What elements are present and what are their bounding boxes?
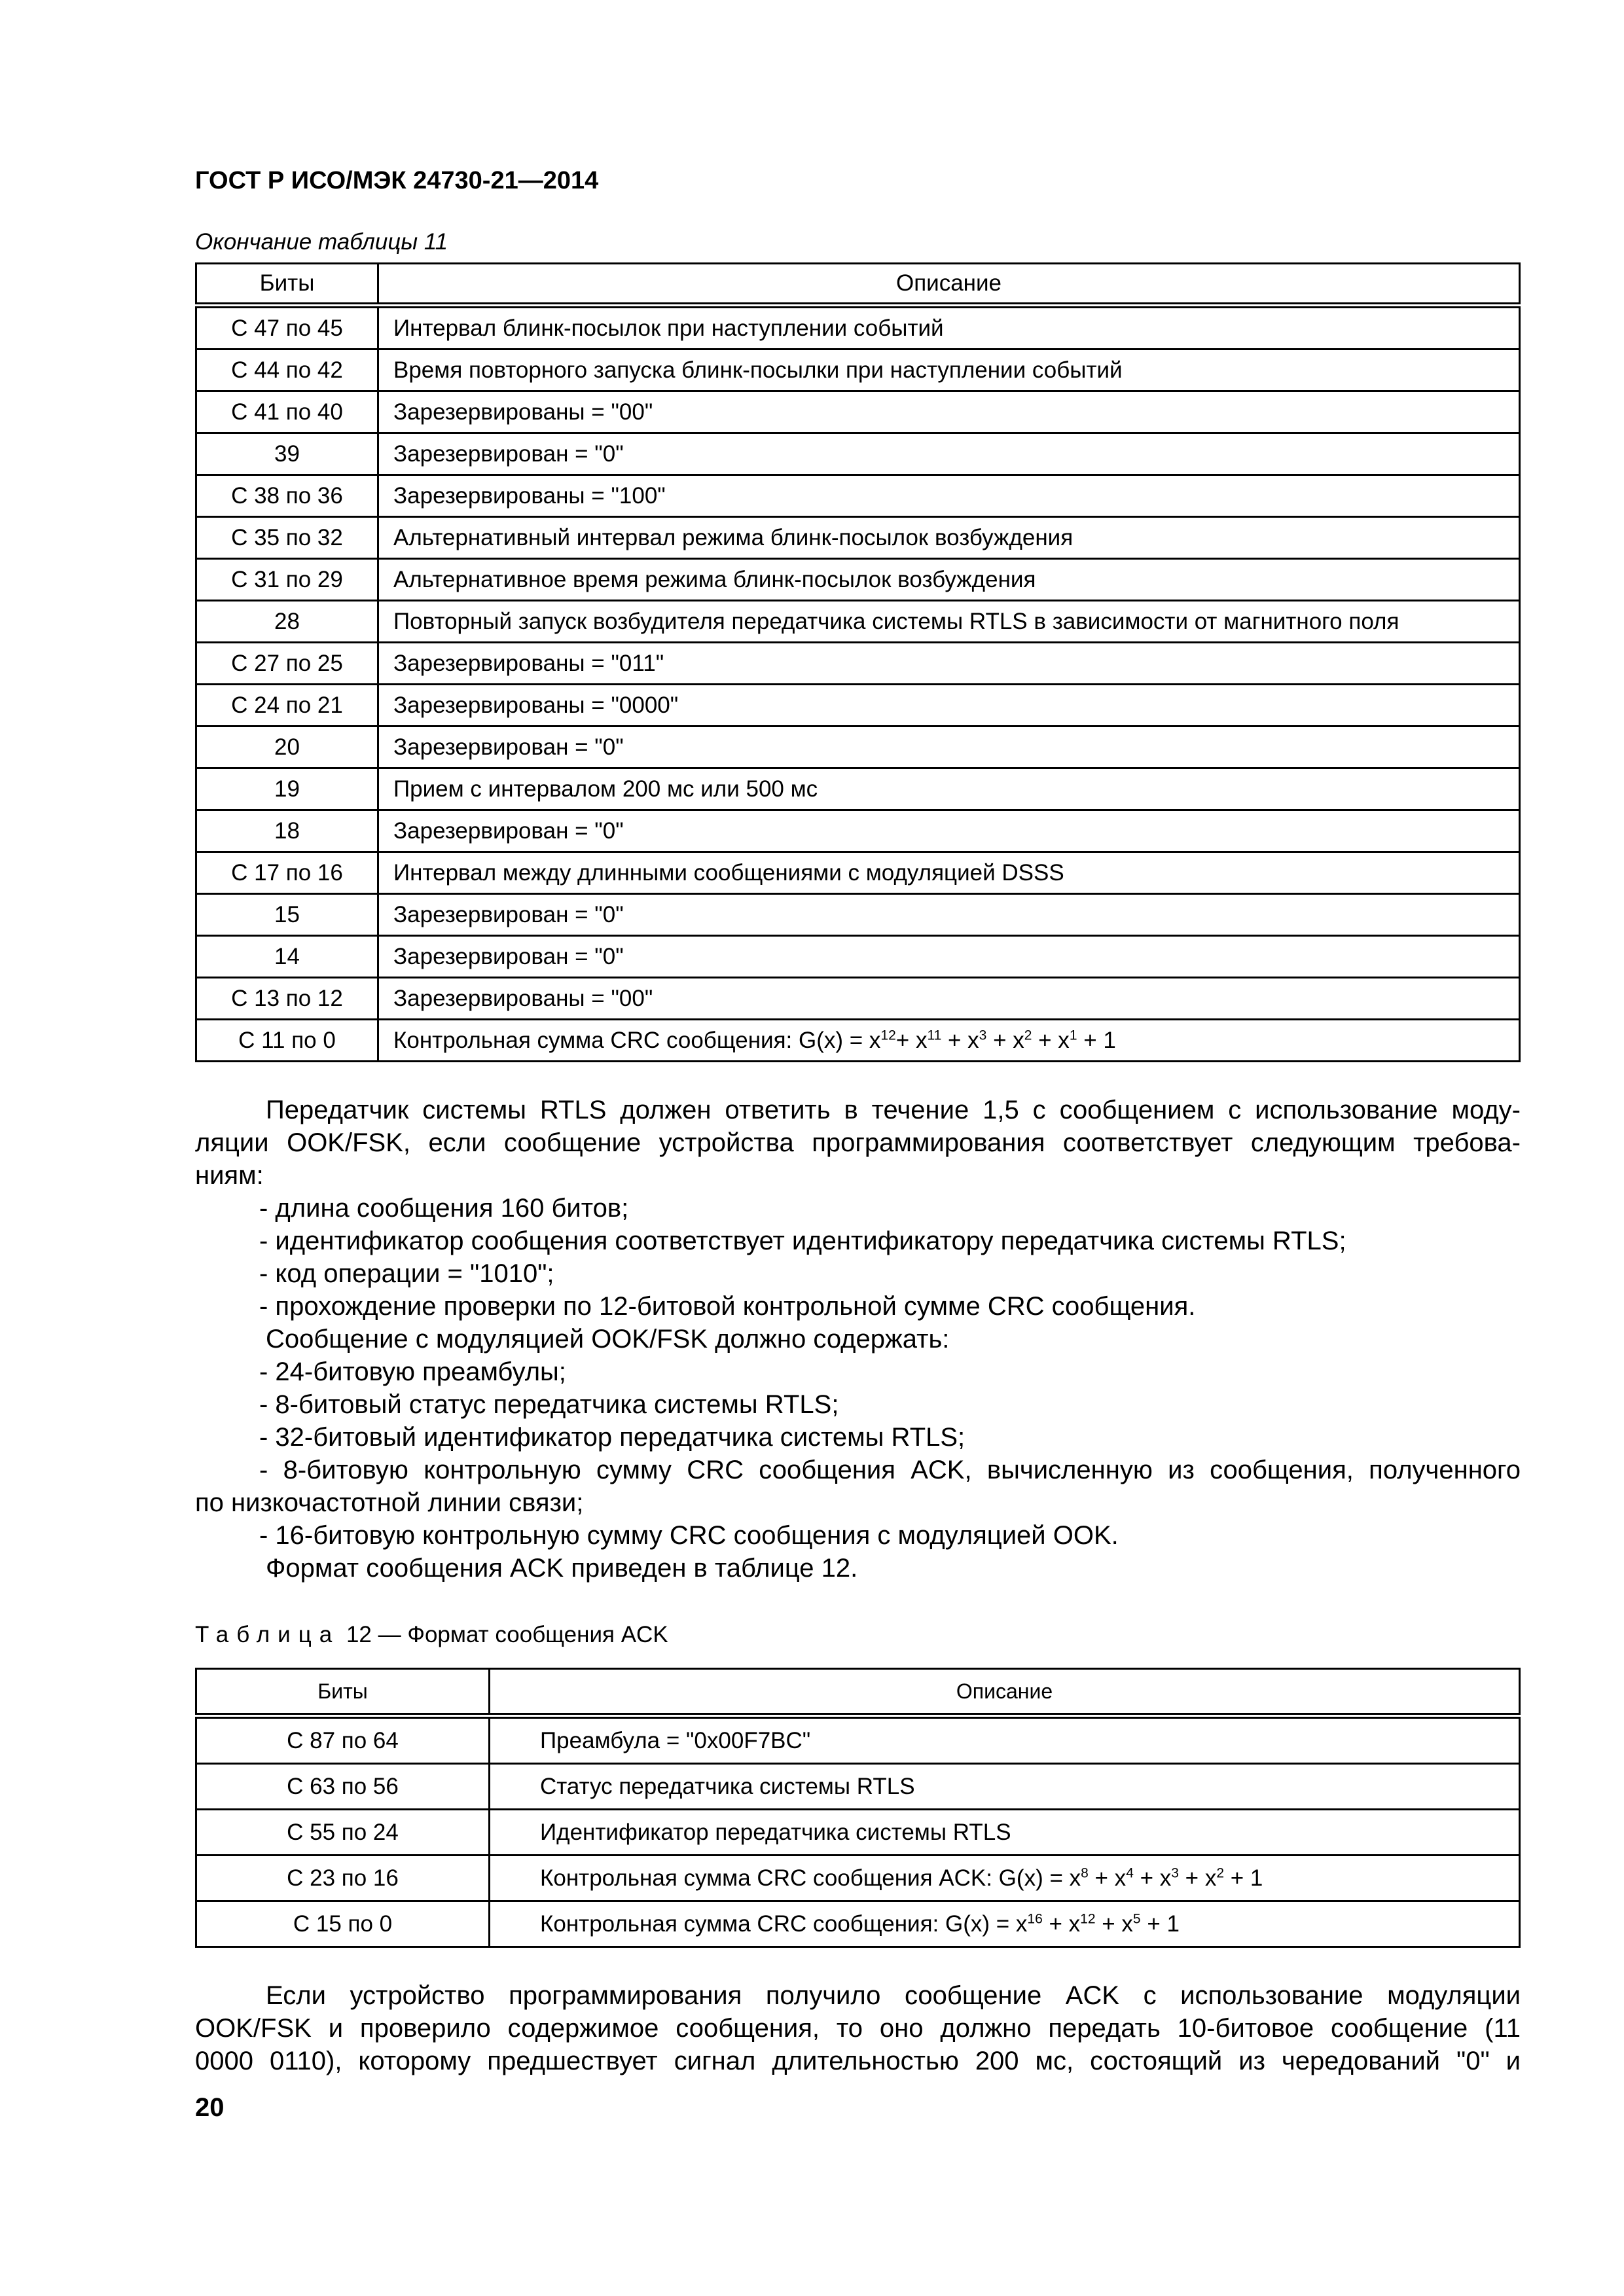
list-item: - 8-битовый статус передатчика системы RTLS;: [259, 1390, 839, 1419]
formula-text: + x: [1032, 1027, 1070, 1053]
description-cell: Время повторного запуска блинк-посылки при наступлении событий: [378, 350, 1520, 391]
exponent: 4: [1126, 1865, 1134, 1880]
list-item: - код операции = "1010";: [259, 1259, 554, 1288]
exponent: 2: [1024, 1027, 1032, 1043]
exponent: 2: [1216, 1865, 1225, 1880]
description-cell: Альтернативный интервал режима блинк-посылок возбуждения: [378, 517, 1520, 559]
description-cell: Интервал между длинными сообщениями с модуляцией DSSS: [378, 852, 1520, 894]
table-11-caption: Окончание таблицы 11: [195, 229, 448, 255]
description-cell: Зарезервированы = "100": [378, 475, 1520, 517]
bits-cell: С 55 по 24: [196, 1810, 490, 1856]
body-text-1: [195, 1094, 1521, 1585]
formula-text: + x: [1088, 1865, 1127, 1891]
paragraph-line: OOK/FSK и проверило содержимое сообщения, то оно должно передать 10-битовое сообщение (11: [195, 2014, 1521, 2043]
formula-text: + x: [941, 1027, 979, 1053]
description-cell: Зарезервирован = "0": [378, 433, 1520, 475]
bits-cell: С 87 по 64: [196, 1716, 490, 1764]
table-row: [196, 517, 1520, 559]
formula-text: + x: [1178, 1865, 1217, 1891]
table-header-row: [196, 1669, 1520, 1716]
formula-text: + 1: [1140, 1910, 1180, 1937]
list-item: - 24-битовую преамбулы;: [259, 1357, 566, 1386]
bits-cell: С 11 по 0: [196, 1020, 378, 1062]
description-cell: Зарезервирован = "0": [378, 936, 1520, 978]
table-row: [196, 685, 1520, 726]
bits-cell: С 17 по 16: [196, 852, 378, 894]
exponent: 3: [1171, 1865, 1179, 1880]
list-item: - 8-битовую контрольную сумму CRC сообщения ACK, вычисленную из сообщения, полученного: [259, 1456, 1521, 1484]
formula-text: Контрольная сумма CRC сообщения: G(x) = x: [393, 1027, 881, 1053]
table-row: [196, 601, 1520, 643]
description-cell: Преамбула = "0x00F7BC": [490, 1716, 1520, 1764]
column-header-bits: Биты: [196, 264, 378, 306]
exponent: 12: [880, 1027, 896, 1043]
table-row: [196, 559, 1520, 601]
table-row: [196, 1764, 1520, 1810]
table-row: [196, 350, 1520, 391]
bits-cell: 19: [196, 768, 378, 810]
bits-cell: 20: [196, 726, 378, 768]
table-row: [196, 852, 1520, 894]
table-row: [196, 1901, 1520, 1947]
exponent: 8: [1081, 1865, 1089, 1880]
bits-cell: С 13 по 12: [196, 978, 378, 1020]
paragraph-line: ляции OOK/FSK, если сообщение устройства программирования соответствует следующим требова-: [195, 1128, 1521, 1157]
exponent: 11: [927, 1027, 942, 1043]
paragraph-line: Сообщение с модуляцией OOK/FSK должно содержать:: [266, 1325, 950, 1354]
page-number: 20: [195, 2093, 225, 2122]
table-12-caption: [195, 1622, 668, 1648]
bits-cell: С 24 по 21: [196, 685, 378, 726]
list-item: - длина сообщения 160 битов;: [259, 1194, 629, 1223]
description-cell: Зарезервированы = "00": [378, 391, 1520, 433]
description-cell: Зарезервированы = "0000": [378, 685, 1520, 726]
description-cell: Альтернативное время режима блинк-посылок возбуждения: [378, 559, 1520, 601]
description-cell: Зарезервирован = "0": [378, 894, 1520, 936]
description-cell: Статус передатчика системы RTLS: [490, 1764, 1520, 1810]
exponent: 1: [1069, 1027, 1077, 1043]
table-row: [196, 433, 1520, 475]
description-cell: [490, 1856, 1520, 1901]
table-row: [196, 643, 1520, 685]
table-row: [196, 894, 1520, 936]
description-cell: Зарезервирован = "0": [378, 810, 1520, 852]
formula-text: Контрольная сумма CRC сообщения ACK: G(x) = x: [540, 1865, 1081, 1891]
table-row: [196, 1020, 1520, 1062]
caption-label: Таблица: [195, 1622, 340, 1647]
list-item: - прохождение проверки по 12-битовой контрольной сумме CRC сообщения.: [259, 1292, 1196, 1321]
table-row: [196, 1716, 1520, 1764]
formula-text: + x: [986, 1027, 1024, 1053]
bits-cell: С 23 по 16: [196, 1856, 490, 1901]
description-cell: Зарезервированы = "011": [378, 643, 1520, 685]
description-cell: [378, 1020, 1520, 1062]
paragraph-line: Формат сообщения ACK приведен в таблице 12.: [266, 1554, 858, 1583]
table-11: [195, 262, 1521, 1062]
bits-cell: С 47 по 45: [196, 306, 378, 350]
caption-title: 12 — Формат сообщения ACK: [346, 1622, 668, 1647]
list-item: - идентификатор сообщения соответствует идентификатору передатчика системы RTLS;: [259, 1227, 1346, 1255]
table-row: [196, 978, 1520, 1020]
exponent: 3: [979, 1027, 987, 1043]
table-12: [195, 1668, 1521, 1948]
bits-cell: С 44 по 42: [196, 350, 378, 391]
description-cell: Зарезервирован = "0": [378, 726, 1520, 768]
bits-cell: С 35 по 32: [196, 517, 378, 559]
description-cell: [490, 1901, 1520, 1947]
table-row: [196, 726, 1520, 768]
bits-cell: С 15 по 0: [196, 1901, 490, 1947]
paragraph-line: ниям:: [195, 1161, 264, 1190]
exponent: 5: [1132, 1910, 1141, 1926]
body-text-2: [195, 1979, 1521, 2077]
exponent: 12: [1080, 1910, 1096, 1926]
table-row: [196, 475, 1520, 517]
table-row: [196, 768, 1520, 810]
formula-text: + 1: [1077, 1027, 1116, 1053]
list-item: - 32-битовый идентификатор передатчика системы RTLS;: [259, 1423, 965, 1452]
bits-cell: С 27 по 25: [196, 643, 378, 685]
exponent: 16: [1027, 1910, 1043, 1926]
bits-cell: 28: [196, 601, 378, 643]
table-row: [196, 1810, 1520, 1856]
bits-cell: 14: [196, 936, 378, 978]
description-cell: Зарезервированы = "00": [378, 978, 1520, 1020]
bits-cell: С 41 по 40: [196, 391, 378, 433]
bits-cell: 18: [196, 810, 378, 852]
formula-text: Контрольная сумма CRC сообщения: G(x) = x: [540, 1910, 1028, 1937]
bits-cell: С 31 по 29: [196, 559, 378, 601]
formula-text: + 1: [1224, 1865, 1263, 1891]
formula-text: + x: [1042, 1910, 1081, 1937]
table-row: [196, 1856, 1520, 1901]
bits-cell: 39: [196, 433, 378, 475]
table-row: [196, 936, 1520, 978]
bits-cell: С 63 по 56: [196, 1764, 490, 1810]
document-header: ГОСТ Р ИСО/МЭК 24730-21—2014: [195, 167, 599, 194]
paragraph-line: Если устройство программирования получило сообщение ACK с использование модуляции: [266, 1981, 1521, 2010]
table-row: [196, 306, 1520, 350]
description-cell: Повторный запуск возбудителя передатчика системы RTLS в зависимости от магнитного поля: [378, 601, 1520, 643]
formula-text: + x: [895, 1027, 928, 1053]
description-cell: Прием с интервалом 200 мс или 500 мс: [378, 768, 1520, 810]
formula-text: + x: [1095, 1910, 1133, 1937]
description-cell: Идентификатор передатчика системы RTLS: [490, 1810, 1520, 1856]
list-item: - 16-битовую контрольную сумму CRC сообщения с модуляцией OOK.: [259, 1521, 1119, 1550]
formula-text: + x: [1133, 1865, 1172, 1891]
paragraph-line: 0000 0110), которому предшествует сигнал длительностью 200 мс, состоящий из чередований "0" и: [195, 2047, 1521, 2075]
bits-cell: 15: [196, 894, 378, 936]
paragraph-line: Передатчик системы RTLS должен ответить в течение 1,5 с сообщением с использование моду-: [266, 1096, 1521, 1124]
list-item-continuation: по низкочастотной линии связи;: [195, 1488, 584, 1517]
column-header-bits: Биты: [196, 1669, 490, 1716]
description-cell: Интервал блинк-посылок при наступлении событий: [378, 306, 1520, 350]
table-header-row: [196, 264, 1520, 306]
table-row: [196, 391, 1520, 433]
table-row: [196, 810, 1520, 852]
column-header-description: Описание: [490, 1669, 1520, 1716]
bits-cell: С 38 по 36: [196, 475, 378, 517]
column-header-description: Описание: [378, 264, 1520, 306]
